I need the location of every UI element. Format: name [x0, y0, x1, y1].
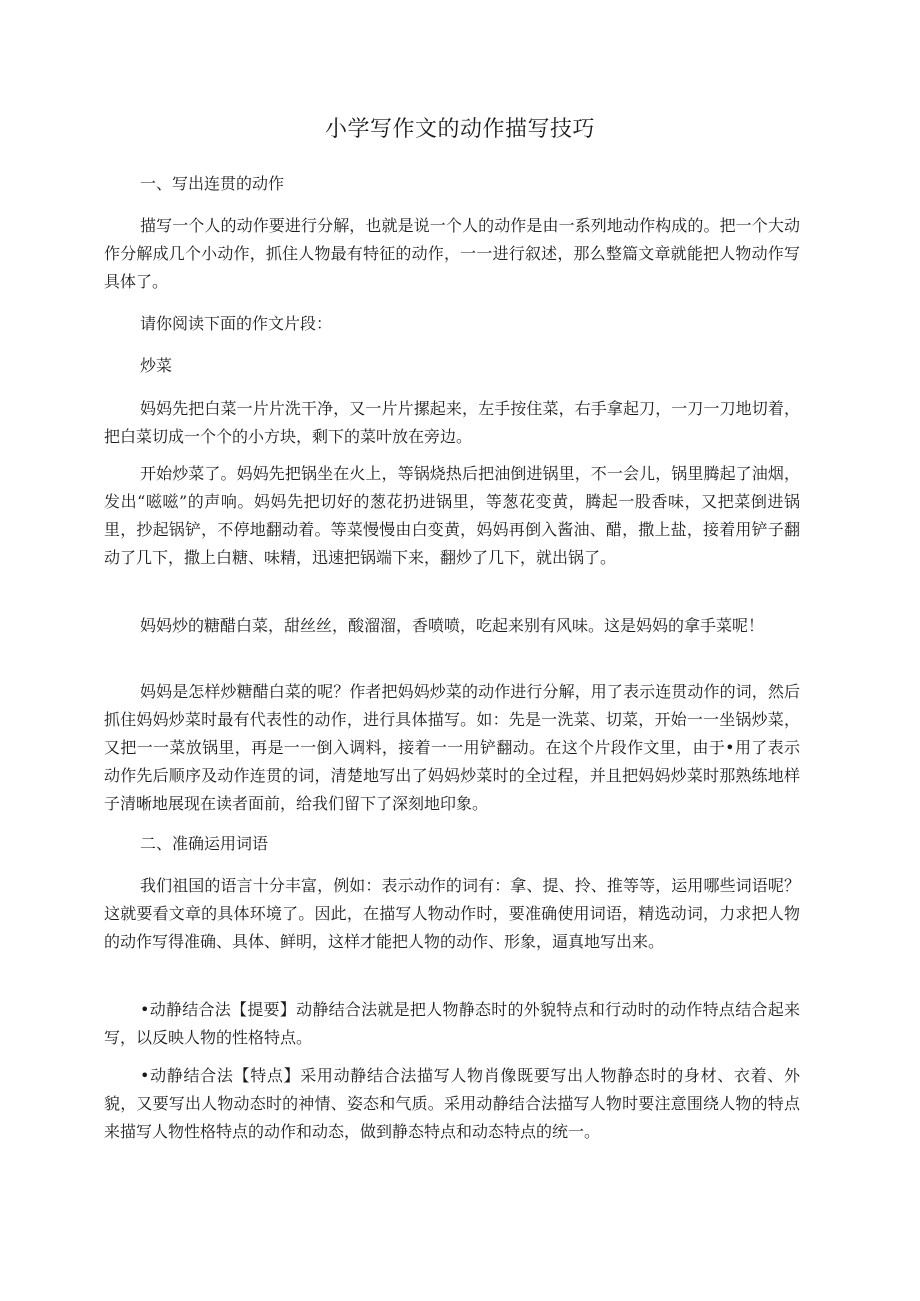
- paragraph-start-cooking: 开始炒菜了。妈妈先把锅坐在火上，等锅烧热后把油倒进锅里，不一会儿，锅里腾起了油烟，发出“嗞嗞”的声响。妈妈先把切好的葱花扔进锅里，等葱花变黄，腾起一股香味，又把菜倒进锅里，抄起锅铲，不停地翻动着。等菜慢慢由白变黄，妈妈再倒入酱油、醋，撒上盐，接着用铲子翻动了几下，撒上白糖、味精，迅速把锅端下来，翻炒了几下，就出锅了。: [104, 464, 800, 567]
- paragraph-word-choice: 我们祖国的语言十分丰富，例如：表示动作的词有：拿、提、拎、推等等，运用哪些词语呢？这就要看文章的具体环境了。因此，在描写人物动作时，要准确使用词语，精选动词，力求把人物的动作写得准确、具体、鲜明，这样才能把人物的动作、形象，逼真地写出来。: [104, 876, 800, 951]
- sample-title: 炒菜: [140, 356, 173, 375]
- document-title: 小学写作文的动作描写技巧: [324, 117, 595, 142]
- paragraph-method-summary: •动静结合法【提要】动静结合法就是把人物静态时的外貌特点和行动时的动作特点结合起来写，以反映人物的性格特点。: [104, 1000, 800, 1047]
- paragraph-method-features: •动静结合法【特点】采用动静结合法描写人物肖像既要写出人物静态时的身材、衣着、外貌，又要写出人物动态时的神情、姿态和气质。采用动静结合法描写人物时要注意围绕人物的特点来描写人物性格特点的动作和动态，做到静态特点和动态特点的统一。: [104, 1066, 800, 1141]
- paragraph-intro: 描写一个人的动作要进行分解，也就是说一个人的动作是由一系列地动作构成的。把一个大动作分解成几个小动作，抓住人物最有特征的动作，一一进行叙述，那么整篇文章就能把人物动作写具体了。: [104, 216, 800, 291]
- paragraph-analysis: 妈妈是怎样炒糖醋白菜的呢？作者把妈妈炒菜的动作进行分解，用了表示连贯动作的词，然后抓住妈妈炒菜时最有代表性的动作，进行具体描写。如：先是一洗菜、切菜，开始一一坐锅炒菜，又把一一菜放锅里，再是一一倒入调料，接着一一用铲翻动。在这个片段作文里，由于•用了表示动作先后顺序及动作连贯的词，清楚地写出了妈妈炒菜时的全过程，并且把妈妈炒菜时那熟练地样子清晰地展现在读者面前，给我们留下了深刻地印象。: [104, 682, 800, 813]
- section-heading-1: 一、写出连贯的动作: [140, 174, 285, 193]
- paragraph-taste: 妈妈炒的糖醋白菜，甜丝丝，酸溜溜，香喷喷，吃起来别有风味。这是妈妈的拿手菜呢！: [140, 616, 765, 635]
- paragraph-cut-vegetables: 妈妈先把白菜一片片洗干净，又一片片摞起来，左手按住菜，右手拿起刀，一刀一刀地切着，把白菜切成一个个的小方块，剩下的菜叶放在旁边。: [104, 399, 800, 446]
- section-heading-2: 二、准确运用词语: [140, 834, 269, 853]
- paragraph-read-prompt: 请你阅读下面的作文片段：: [140, 314, 333, 333]
